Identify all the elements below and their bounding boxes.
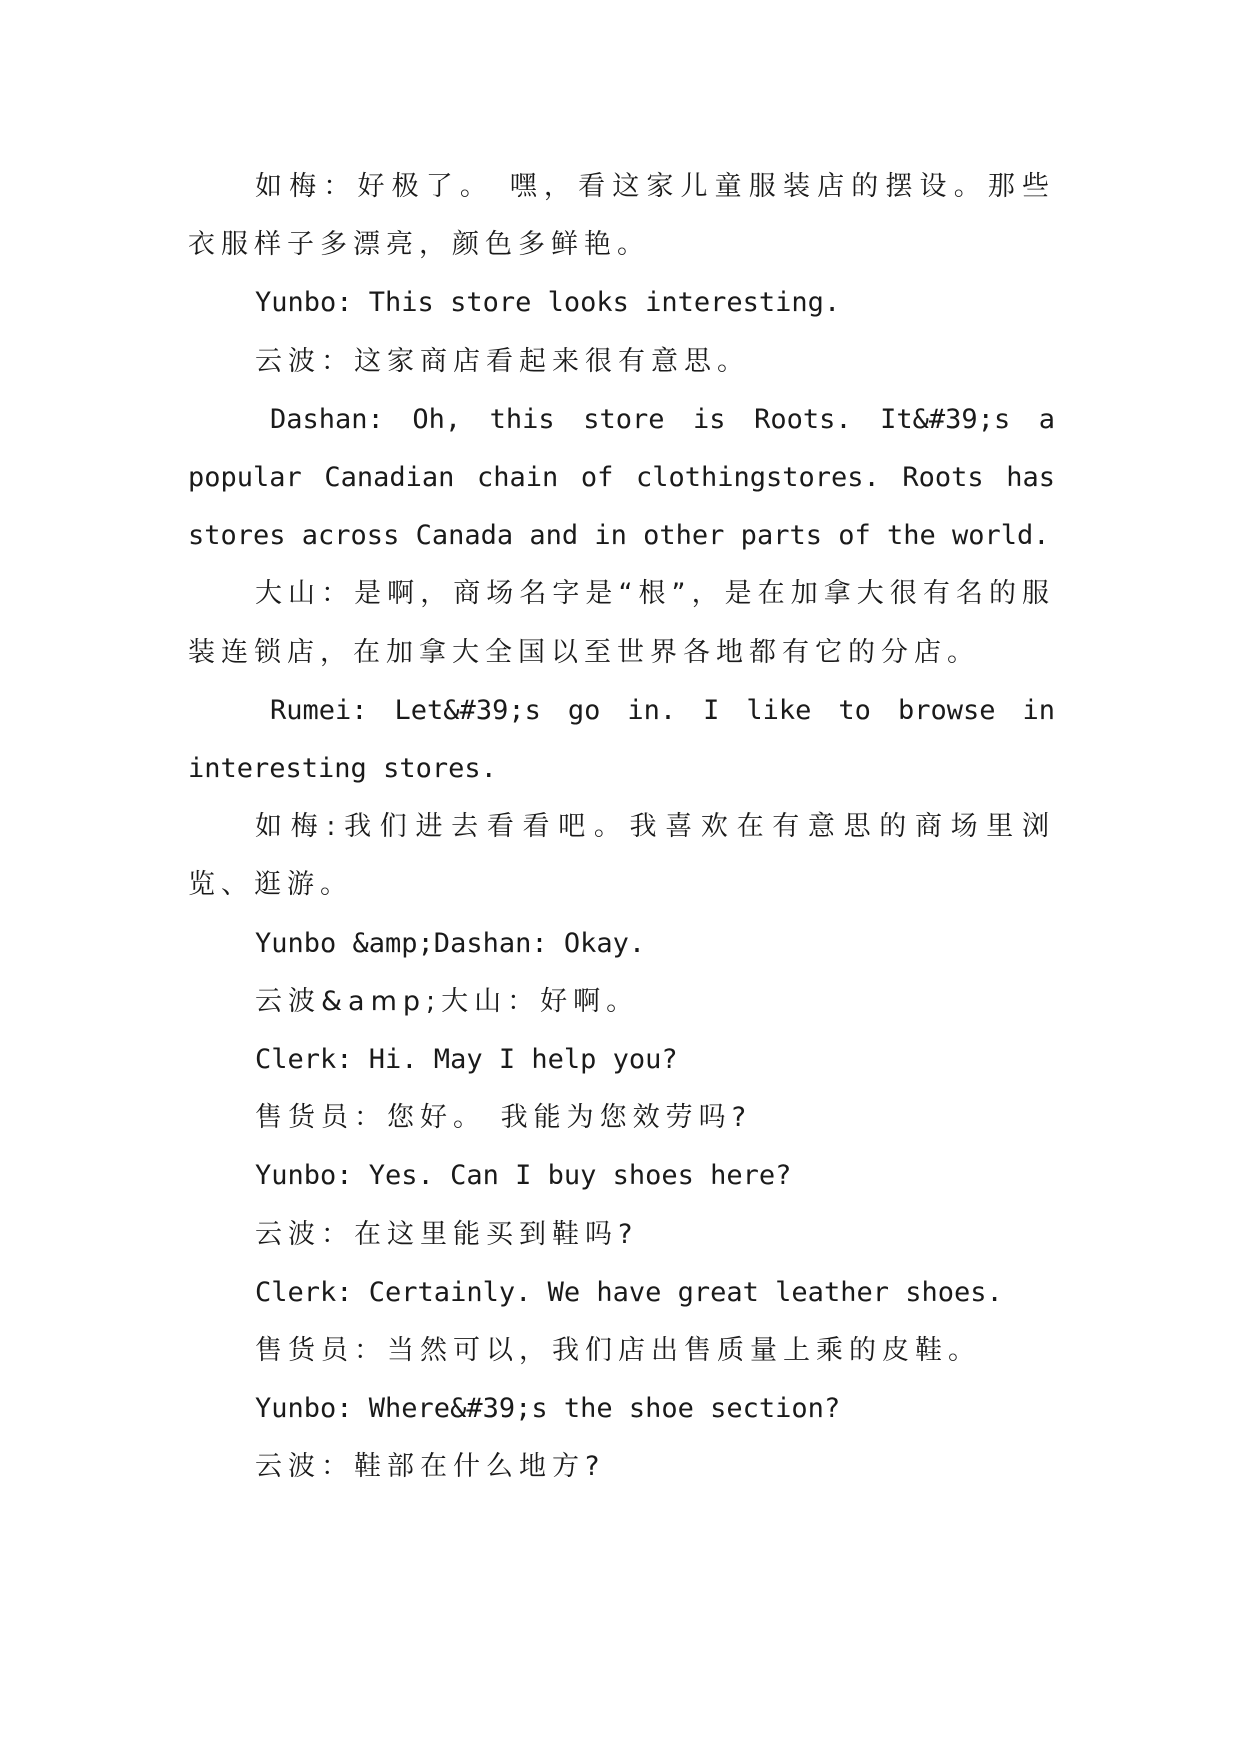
dialogue-line: 如梅:我们进去看看吧。我喜欢在有意思的商场里浏览、逛游。 — [188, 811, 1055, 901]
dialogue-line: 云波：鞋部在什么地方? — [255, 1451, 606, 1483]
dialogue-line: 云波&amp;大山：好啊。 — [255, 985, 640, 1017]
dialogue-line: Yunbo: Where&#39;s the shoe section? — [255, 1393, 841, 1425]
dialogue-line: Yunbo: This store looks interesting. — [255, 287, 841, 319]
dialogue-line: 云波：这家商店看起来很有意思。 — [255, 345, 750, 377]
dialogue-line: 云波：在这里能买到鞋吗? — [255, 1218, 639, 1250]
dialogue-line: 大山：是啊，商场名字是“根”，是在加拿大很有名的服装连锁店，在加拿大全国以至世界各地都有它的分店。 — [188, 578, 1055, 668]
document-page — [188, 158, 1055, 1497]
dialogue-line: 售货员：您好。 我能为您效劳吗? — [255, 1102, 752, 1134]
dialogue-line: 售货员：当然可以，我们店出售质量上乘的皮鞋。 — [255, 1335, 981, 1367]
dialogue-line: Dashan: Oh, this store is Roots. It&#39;s a popular Canadian chain of clothingstores. Roots has stores across Canada and in other parts of the world. — [188, 403, 1055, 552]
dialogue-line: Yunbo &amp;Dashan: Okay. — [255, 927, 646, 959]
dialogue-line: Clerk: Hi. May I help you? — [255, 1044, 678, 1076]
dialogue-line: Yunbo: Yes. Can I buy shoes here? — [255, 1160, 792, 1192]
dialogue-line: 如梅：好极了。 嘿，看这家儿童服装店的摆设。那些衣服样子多漂亮，颜色多鲜艳。 — [188, 171, 1055, 261]
dialogue-line: Clerk: Certainly. We have great leather shoes. — [255, 1276, 1003, 1308]
dialogue-line: Rumei: Let&#39;s go in. I like to browse in interesting stores. — [188, 694, 1055, 785]
